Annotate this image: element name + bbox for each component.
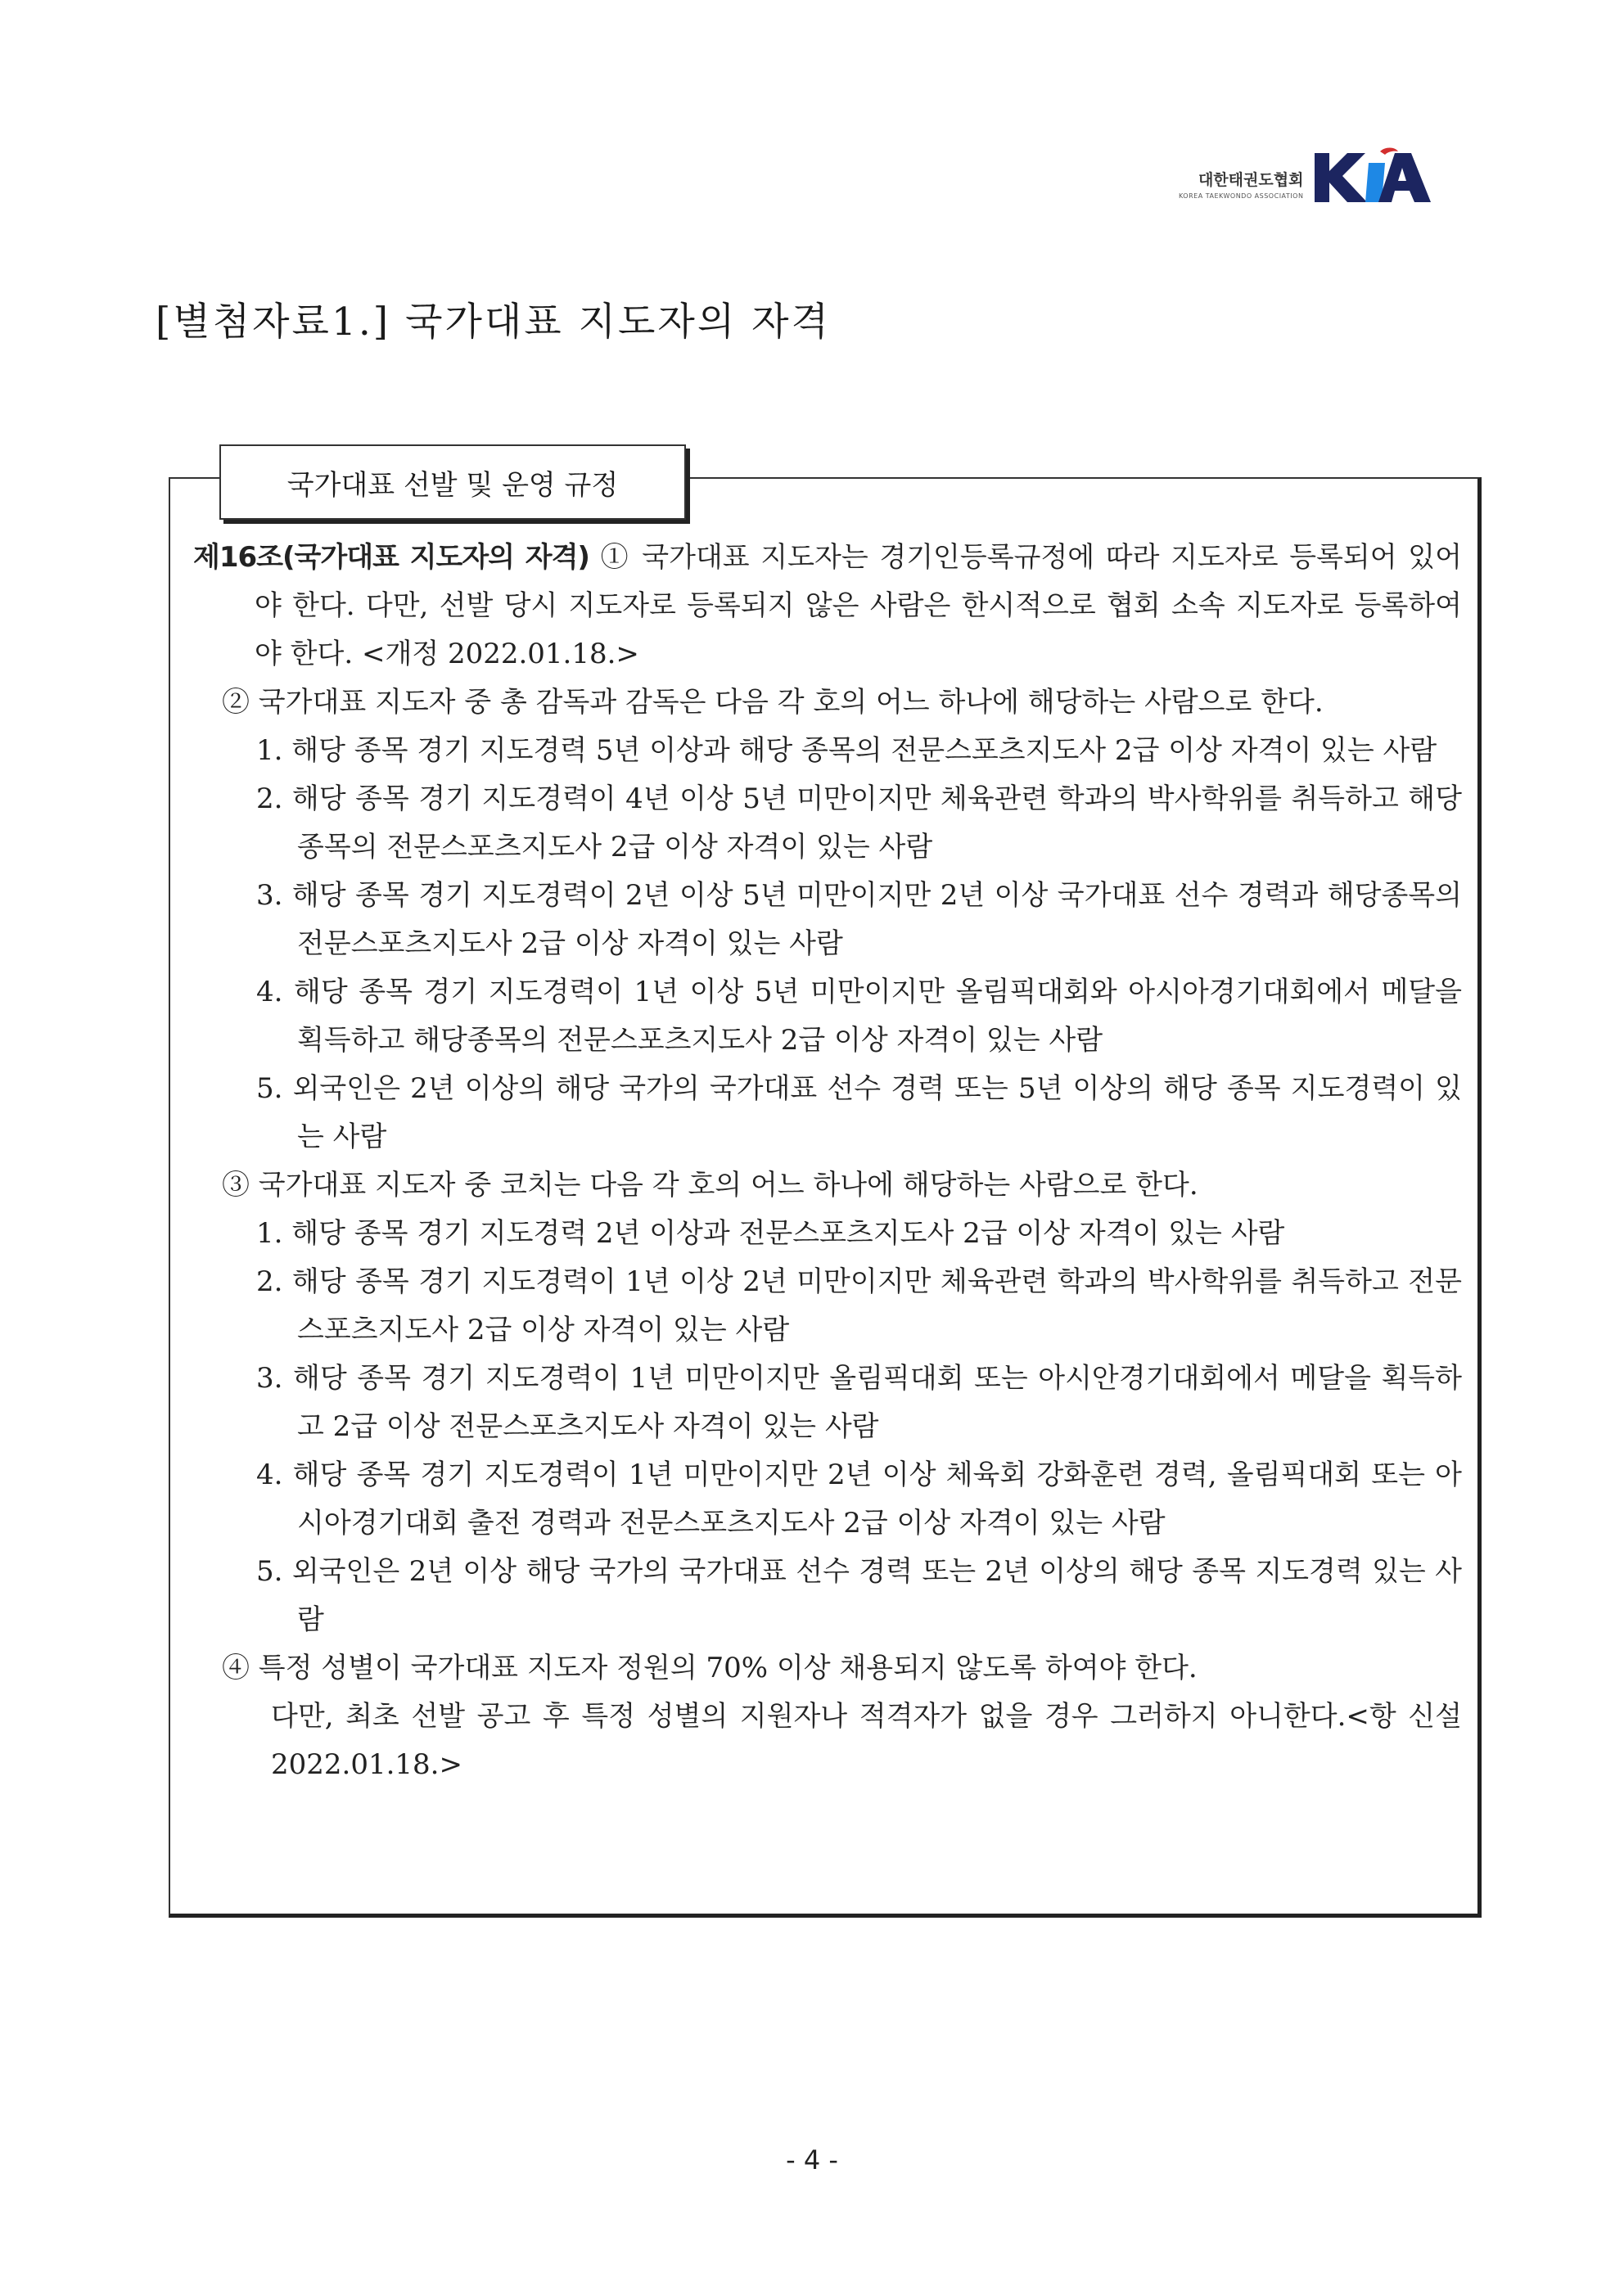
kta-logo bbox=[1179, 139, 1432, 213]
clause-2-item: 3. 해당 종목 경기 지도경력이 2년 이상 5년 미만이지만 2년 이상 국가대표 선수 경력과 해당종목의 전문스포츠지도사 2급 이상 자격이 있는 사람 bbox=[256, 879, 1462, 960]
kta-logo-mark-icon bbox=[1310, 145, 1432, 207]
clause-2-item: 4. 해당 종목 경기 지도경력이 1년 이상 5년 미만이지만 올림픽대회와 아시아경기대회에서 메달을 획득하고 해당종목의 전문스포츠지도사 2급 이상 자격이 있는 사람 bbox=[256, 976, 1462, 1057]
page-title: [별첨자료1.] 국가대표 지도자의 자격 bbox=[156, 300, 831, 345]
logo-english-name: KOREA TAEKWONDO ASSOCIATION bbox=[1179, 192, 1304, 200]
article-16-paragraph bbox=[193, 534, 1462, 679]
clause-3-item: 4. 해당 종목 경기 지도경력이 1년 미만이지만 2년 이상 체육회 강화훈련 경력, 올림픽대회 또는 아시아경기대회 출전 경력과 전문스포츠지도사 2급 이상 자격이 있는 사람 bbox=[256, 1459, 1462, 1540]
clause-3-item: 2. 해당 종목 경기 지도경력이 1년 이상 2년 미만이지만 체육관련 학과의 박사학위를 취득하고 전문스포츠지도사 2급 이상 자격이 있는 사람 bbox=[256, 1265, 1462, 1346]
clause-3: ③ 국가대표 지도자 중 코치는 다음 각 호의 어느 하나에 해당하는 사람으로 한다. bbox=[222, 1169, 1198, 1202]
clause-2-item: 5. 외국인은 2년 이상의 해당 국가의 국가대표 선수 경력 또는 5년 이상의 해당 종목 지도경력이 있는 사람 bbox=[256, 1072, 1462, 1153]
regulation-box-label: 국가대표 선발 및 운영 규정 bbox=[219, 444, 686, 520]
clause-3-item: 5. 외국인은 2년 이상 해당 국가의 국가대표 선수 경력 또는 2년 이상의 해당 종목 지도경력 있는 사람 bbox=[256, 1555, 1462, 1636]
regulation-content bbox=[193, 534, 1462, 1789]
clause-4: ④ 특정 성별이 국가대표 지도자 정원의 70% 이상 채용되지 않도록 하여야 한다. bbox=[222, 1652, 1198, 1684]
article-16-heading: 제16조(국가대표 지도자의 자격) bbox=[193, 541, 589, 574]
clause-2-item: 2. 해당 종목 경기 지도경력이 4년 이상 5년 미만이지만 체육관련 학과의 박사학위를 취득하고 해당종목의 전문스포츠지도사 2급 이상 자격이 있는 사람 bbox=[256, 782, 1462, 863]
clause-3-item: 1. 해당 종목 경기 지도경력 2년 이상과 전문스포츠지도사 2급 이상 자격이 있는 사람 bbox=[256, 1217, 1285, 1250]
logo-korean-name: 대한태권도협회 bbox=[1198, 170, 1304, 189]
clause-2-item: 1. 해당 종목 경기 지도경력 5년 이상과 해당 종목의 전문스포츠지도사 2급 이상 자격이 있는 사람 bbox=[256, 734, 1437, 767]
logo-text-block bbox=[1179, 153, 1303, 200]
article-16-clause-1: ① 국가대표 지도자는 경기인등록규정에 따라 지도자로 등록되어 있어야 한다. 다만, 선발 당시 지도자로 등록되지 않은 사람은 한시적으로 협회 소속 지도자로 등록하여야 한다. <개정 2022.01.18.> bbox=[255, 541, 1462, 670]
clause-2: ② 국가대표 지도자 중 총 감독과 감독은 다음 각 호의 어느 하나에 해당하는 사람으로 한다. bbox=[222, 686, 1324, 719]
page-number: - 4 - bbox=[786, 2144, 838, 2176]
clause-4-note: 다만, 최초 선발 공고 후 특정 성별의 지원자나 적격자가 없을 경우 그러하지 아니한다.<항 신설 2022.01.18.> bbox=[271, 1700, 1462, 1781]
clause-3-item: 3. 해당 종목 경기 지도경력이 1년 미만이지만 올림픽대회 또는 아시안경기대회에서 메달을 획득하고 2급 이상 전문스포츠지도사 자격이 있는 사람 bbox=[256, 1362, 1462, 1443]
